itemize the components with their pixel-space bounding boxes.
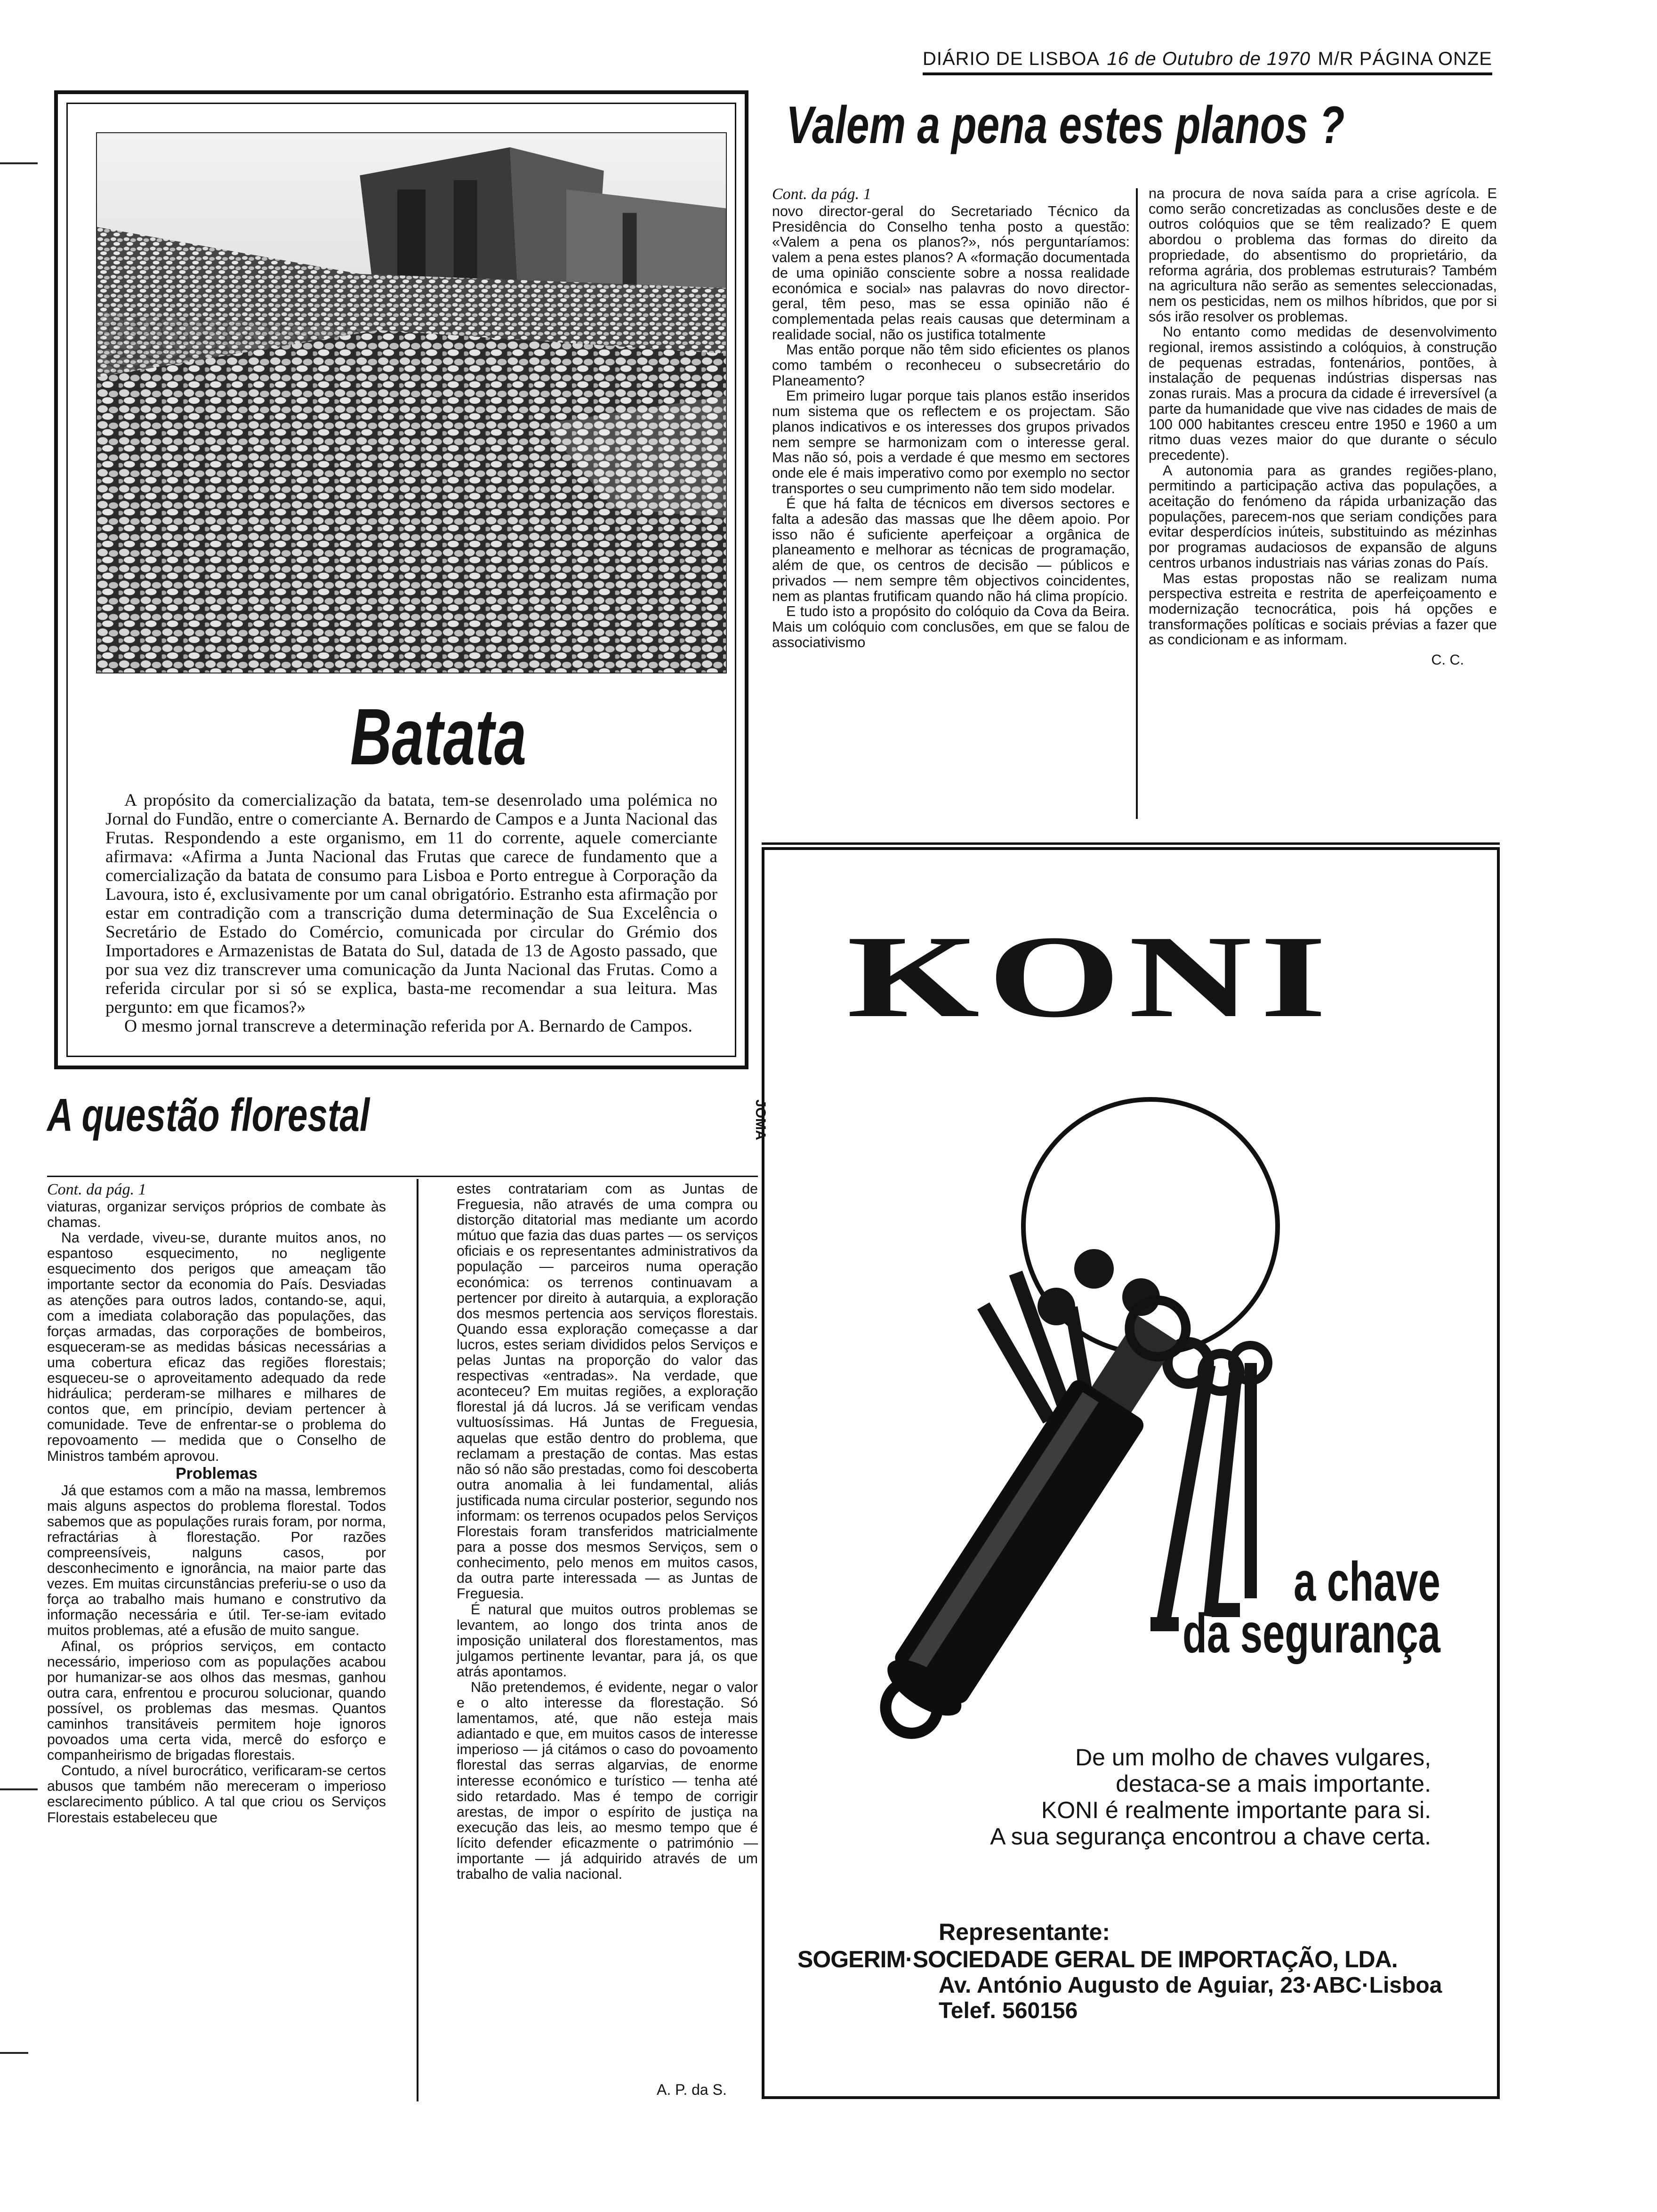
issue-date: 16 de Outubro de 1970 <box>1107 48 1311 69</box>
valem-paragraph: Mas então porque não têm sido eficientes os planos como também o reconheceu o subsecretário do Planeamento? <box>772 342 1130 389</box>
florestal-paragraph: Já que estamos com a mão na massa, lembremos mais alguns aspectos do problema florestal. Todos sabemos que as populações rurais foram, por norma, refractárias à florestação. Por razões compreensíveis, nalguns casos, por desconhecimento e ignorância, na maior parte das vezes. Em muitas circunstâncias preferiu-se o uso da força ao trabalho mais humano e construtivo da informação necessária e útil. Ter-se-iam evitado muitos problemas, até a efusão de muito sangue. <box>47 1483 386 1639</box>
florestal-continuation: Cont. da pág. 1 <box>47 1181 146 1198</box>
valem-column-1 <box>772 186 1130 650</box>
page-edge-mark <box>0 2052 28 2054</box>
section-rule <box>762 842 1500 845</box>
ad-copy-line: A sua segurança encontrou a chave certa. <box>990 1823 1431 1850</box>
batata-paragraph: A propósito da comercialização da batata, tem-se desenrolado uma polémica no Jornal do Fundão, entre o comerciante A. Bernardo de Campos e a Junta Nacional das Frutas. Respondendo a este organismo, em 11 do corrente, aquele comerciante afirmava: «Afirma a Junta Nacional das Frutas que carece de fundamento que a comercialização da batata de consumo para Lisboa e Porto entregue à Corporação da Lavoura, isto é, exclusivamente por um canal obrigatório. Estranho esta afirmação por estar em contradição com a transcrição duma determinação de Sua Excelência o Secretário de Estado do Comércio, comunicada por circular do Grémio dos Importadores e Armazenistas de Batata do Sul, datada de 13 de Agosto passado, que por sua vez diz transcrever uma comunicação da Junta Nacional das Frutas. Como a referida circular por si só se explica, basta-me recomendar a sua leitura. Mas pergunto: em que ficamos?» <box>105 791 717 1017</box>
column-rule <box>417 1179 418 2101</box>
florestal-column-2 <box>457 1181 758 1882</box>
florestal-paragraph: estes contratariam com as Juntas de Freguesia, não através de uma compra ou distorção ditatorial mas mediante um acordo mútuo que fazia das duas partes — os serviços oficiais e os representantes administrativos da população — parceiros numa operação económica: os terrenos continuavam a pertencer por direito à autarquia, a exploração dos mesmos pertencia aos serviços florestais. Quando essa exploração começasse a dar lucros, estes seriam divididos pelos Serviços e pelas Juntas na proporção do valor das respectivas «entradas». Na verdade, que aconteceu? Em muitas regiões, a exploração florestal já dá lucros. Já se verificam vendas vultuosíssimas. Há Juntas de Freguesia, aquelas que estão dentro do problema, que reclamam a prestação de contas. Mas estas não só não são prestadas, como foi descoberta outra anomalia à lei fundamental, aliás justificada numa circular posterior, segundo nos informam: os terrenos ocupados pelos Serviços Florestais foram transferidos matricialmente para a posse dos mesmos Serviços, sem o conhecimento, pelo menos em muitos casos, da outra parte interessada — as Juntas de Freguesia. <box>457 1181 758 1602</box>
page-edge-mark <box>0 1788 38 1790</box>
valem-signature: C. C. <box>1431 652 1464 668</box>
column-rule <box>1136 188 1138 819</box>
key-ring-shock-absorber-icon <box>812 1005 1282 1782</box>
batata-body <box>105 791 717 1036</box>
ad-representative <box>797 1918 1471 2024</box>
valem-paragraph: E tudo isto a propósito do colóquio da Cova da Beira. Mais um colóquio com conclusões, em que se falou de associativismo <box>772 603 1130 650</box>
florestal-column-1 <box>47 1181 386 1826</box>
valem-column-2 <box>1149 186 1497 668</box>
valem-continuation: Cont. da pág. 1 <box>772 185 871 203</box>
rep-company: SOGERIM·SOCIEDADE GERAL DE IMPORTAÇÃO, LDA. <box>797 1946 1398 1972</box>
florestal-paragraph: viaturas, organizar serviços próprios de combate às chamas. <box>47 1199 386 1231</box>
ad-slogan <box>1182 1551 1440 1665</box>
florestal-paragraph: É natural que muitos outros problemas se levantem, ao longo dos trinta anos de imposição unilateral dos florestamentos, mas julgamos pertinente levantar, para já, os que atrás apontamos. <box>457 1602 758 1680</box>
ad-copy-line: De um molho de chaves vulgares, <box>1075 1744 1431 1771</box>
valem-paragraph: na procura de nova saída para a crise agrícola. E como serão concretizadas as conclusões deste e de outros colóquios que se têm realizado? E quem abordou o problema das formas do direito da propriedade, do absentismo do proprietário, da reforma agrária, dos problemas estruturais? Também na agricultura não serão as sementes seleccionadas, nem os pesticidas, nem os milhos híbridos, que por si sós irão resolver os problemas. <box>1149 185 1497 325</box>
potato-photo-image <box>97 133 726 673</box>
slogan-line: da segurança <box>1182 1603 1440 1665</box>
florestal-signature: A. P. da S. <box>657 2081 727 2098</box>
valem-paragraph: Em primeiro lugar porque tais planos estão inseridos num sistema que os reflectem e os projectam. São planos indicativos e os interesses dos grupos privados nem sempre se harmonizam com o interesse geral. Mas não só, pois a verdade é que mesmo em sectores onde ele é mais imperativo como por exemplo no sector transportes o seu cumprimento não tem sido modelar. <box>772 388 1130 497</box>
rep-address: Av. António Augusto de Aguiar, 23·ABC·Lisboa <box>939 1973 1442 1998</box>
batata-article-box <box>54 90 748 1069</box>
koni-logo: KONI <box>847 912 1335 1042</box>
section-rule <box>47 1176 758 1177</box>
florestal-subhead: Problemas <box>176 1464 257 1483</box>
valem-paragraph: No entanto como medidas de desenvolvimento regional, iremos assistindo a colóquios, à construção de pequenas estradas, fontenários, pontões, à instalação de pequenas indústrias dispersas nas zonas rurais. Mas a procura da cidade é irreversível (a parte da humanidade que vive nas cidades de mais de 100 000 habitantes cresceu entre 1950 e 1960 a um ritmo duas vezes maior do que durante o século precedente). <box>1149 324 1497 463</box>
page-number: M/R PÁGINA ONZE <box>1318 48 1492 69</box>
koni-advertisement <box>753 847 1500 2099</box>
batata-paragraph: O mesmo jornal transcreve a determinação referida por A. Bernardo de Campos. <box>124 1017 692 1036</box>
ad-copy <box>990 1744 1431 1850</box>
rep-telephone: Telef. 560156 <box>939 1998 1078 2023</box>
batata-headline: Batata <box>350 692 527 782</box>
paper-name: DIÁRIO DE LISBOA <box>923 48 1100 69</box>
page-edge-mark <box>0 162 38 164</box>
ad-copy-line: KONI é realmente importante para si. <box>1041 1797 1431 1823</box>
rep-label: Representante: <box>939 1919 1110 1945</box>
agency-mark: JOMA <box>753 1099 768 1140</box>
masthead <box>923 42 1492 75</box>
florestal-paragraph: Não pretendemos, é evidente, negar o valor e o alto interesse da florestação. Só lamentamos, até, que não esteja mais adiantado e que, em muitos casos de interesse imperioso — já citámos o caso do povoamento florestal das serras algarvias, de enorme interesse económico e turístico — tenha até sido retardado. Mas é tempo de corrigir arestas, de impor o espírito de justiça na execução das leis, ao mesmo tempo que é lícito defender eficazmente o património — importante — já adquirido através de um trabalho de valia nacional. <box>457 1680 758 1883</box>
valem-paragraph: É que há falta de técnicos em diversos sectores e falta a adesão das massas que lhe dêem apoio. Por isso não é suficiente aperfeiçoar a orgânica de planeamento e melhorar as técnicas de programação, além de que, os centros de decisão — públicos e privados — nem sempre têm objectivos coincidentes, nem as plantas frutificam quando não há clima propício. <box>772 496 1130 604</box>
valem-paragraph: Mas estas propostas não se realizam numa perspectiva estreita e restrita de aperfeiçoamento e modernização tecnocrática, pois há opções e transformações políticas e sociais prévias a fazer que as condicionam e as informam. <box>1149 570 1497 648</box>
florestal-headline: A questão florestal <box>47 1089 370 1141</box>
florestal-paragraph: Contudo, a nível burocrático, verificaram-se certos abusos que também não mereceram o imperioso esclarecimento público. A tal que criou os Serviços Florestais estabeleceu que <box>47 1763 386 1826</box>
valem-paragraph: novo director-geral do Secretariado Técnico da Presidência do Conselho tenha posto a questão: «Valem a pena os planos?», nós perguntaríamos: valem a pena estes planos? A «formação documentada de uma opinião consciente sobre a nossa realidade económica e social» nas palavras do novo director-geral, têm peso, mas se essa opinião não é complementada pelas reais causas que determinam a realidade social, não os justifica totalmente <box>772 203 1130 343</box>
valem-paragraph: A autonomia para as grandes regiões-plano, permitindo a participação activa das populações, a aceitação do fenómeno da rápida urbanização das populações, parecem-nos que seriam condições para evitar desperdícios inúteis, substituindo as mézinhas por programas audaciosos de expansão de alguns centros urbanos industriais nas várias zonas do País. <box>1149 462 1497 571</box>
ad-copy-line: destaca-se a mais importante. <box>1116 1771 1431 1797</box>
florestal-paragraph: Na verdade, viveu-se, durante muitos anos, no espantoso esquecimento, no negligente esquecimento dos perigos que ameaçam tão importante sector da economia do País. Desviadas as atenções para outros lados, contando-se, aqui, com a imediata colaboração das populações, das forças armadas, das corporações de bombeiros, esqueceram-se as medidas básicas necessárias a uma cobertura eficaz das regiões florestais; esqueceu-se o aproveitamento adequado da rede hidráulica; perderam-se milhares e milhares de contos que, em princípio, deviam pertencer à comunidade. Teve de enfrentar-se o problema do repovoamento — medida que o Conselho de Ministros também aprovou. <box>47 1230 386 1464</box>
batata-inner-frame <box>66 103 736 1057</box>
slogan-line: a chave <box>1294 1551 1440 1613</box>
valem-headline: Valem a pena estes planos ? <box>786 96 1345 154</box>
potato-pile-photo <box>96 132 727 673</box>
florestal-paragraph: Afinal, os próprios serviços, em contacto necessário, imperioso com as populações acabou por humanizar-se aos olhos das mesmas, ganhou outra cara, enfrentou e procurou solucionar, quando possível, os problemas das mesmas. Quantos caminhos transitáveis permitem hoje ignoros povoados uma certa vida, mercê do esforço e companheirismo de brigadas florestais. <box>47 1638 386 1763</box>
